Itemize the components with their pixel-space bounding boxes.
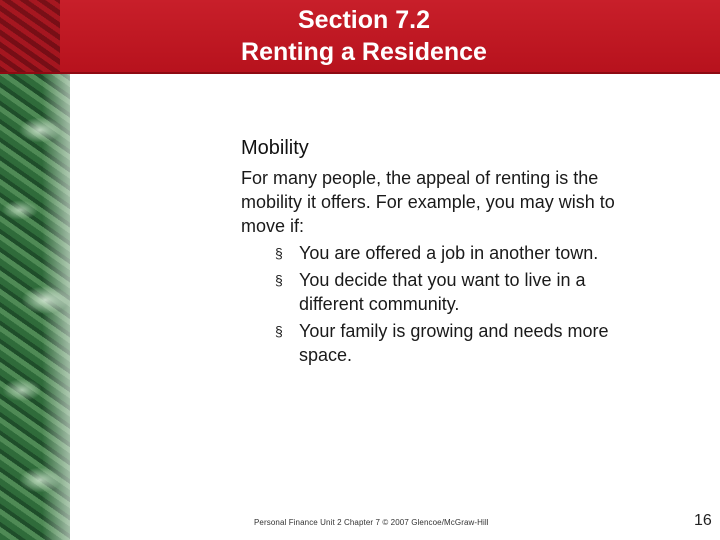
bullet-text-line-1: You decide that you want to live in a <box>299 270 586 290</box>
bullet-icon: § <box>275 272 283 288</box>
bullet-text-line-2: different community. <box>299 294 460 314</box>
bullet-icon: § <box>275 323 283 339</box>
bullet-icon: § <box>275 245 283 261</box>
slide-title <box>0 4 720 68</box>
intro-line-2: mobility it offers. For example, you may wish to <box>241 192 615 212</box>
intro-line-1: For many people, the appeal of renting is the <box>241 168 599 188</box>
slide-body <box>241 136 681 370</box>
page-number: 16 <box>694 512 712 529</box>
intro-paragraph <box>241 166 681 238</box>
list-item <box>275 268 681 316</box>
money-background-image <box>0 70 70 540</box>
bullet-text-line-1: You are offered a job in another town. <box>299 243 599 263</box>
bullet-text-line-1: Your family is growing and needs more <box>299 321 609 341</box>
list-item <box>275 319 681 367</box>
section-heading: Mobility <box>241 137 309 159</box>
list-item <box>275 241 681 265</box>
title-line-1: Section 7.2 <box>298 6 430 34</box>
bullet-text-line-2: space. <box>299 345 353 365</box>
intro-line-3: move if: <box>241 216 305 236</box>
bullet-list <box>241 241 681 367</box>
slide-footer: Personal Finance Unit 2 Chapter 7 © 2007 Glencoe/McGraw-Hill <box>254 518 489 527</box>
title-line-2: Renting a Residence <box>241 38 487 66</box>
